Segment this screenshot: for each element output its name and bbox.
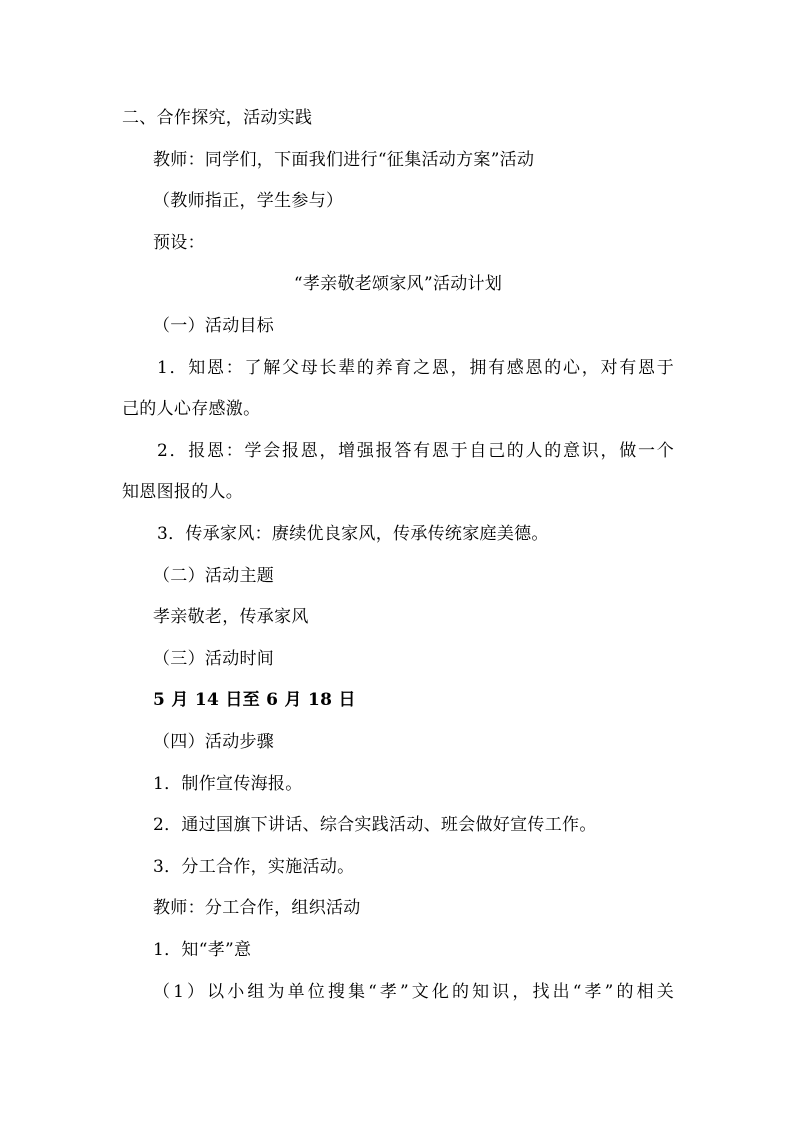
paragraph: 3．分工合作，实施活动。	[153, 857, 355, 877]
paragraph: 3．传承家风：赓续优良家风，传承传统家庭美德。	[157, 524, 549, 544]
paragraph: 1．制作宣传海报。	[153, 774, 303, 794]
paragraph: 5 月 14 日至 6 月 18 日	[153, 690, 356, 710]
subsection-heading: （一）活动目标	[153, 316, 275, 336]
paragraph: 己的人心存感激。	[122, 399, 261, 419]
paragraph: 知恩图报的人。	[122, 482, 244, 502]
subsection-heading: （三）活动时间	[153, 649, 275, 669]
subsection-heading: （四）活动步骤	[153, 732, 275, 752]
paragraph: （1）以小组为单位搜集“孝”文化的知识，找出“孝”的相关	[153, 982, 674, 1002]
paragraph: 教师：分工合作，组织活动	[153, 898, 361, 918]
paragraph: 1．知“孝”意	[153, 940, 252, 960]
paragraph: 2．通过国旗下讲话、综合实践活动、班会做好宣传工作。	[153, 815, 597, 835]
subsection-heading: （二）活动主题	[153, 566, 275, 586]
plan-title: “孝亲敬老颂家风”活动计划	[293, 274, 503, 294]
paragraph: 孝亲敬老，传承家风	[153, 607, 309, 627]
section-heading: 二、合作探究，活动实践	[122, 108, 313, 128]
paragraph: 1．知恩：了解父母长辈的养育之恩，拥有感恩的心，对有恩于	[157, 358, 674, 378]
paragraph: 2．报恩：学会报恩，增强报答有恩于自己的人的意识，做一个	[157, 441, 674, 461]
paragraph: （教师指正，学生参与）	[153, 191, 344, 211]
paragraph: 预设：	[153, 233, 205, 253]
paragraph: 教师：同学们，下面我们进行“征集活动方案”活动	[153, 150, 535, 170]
